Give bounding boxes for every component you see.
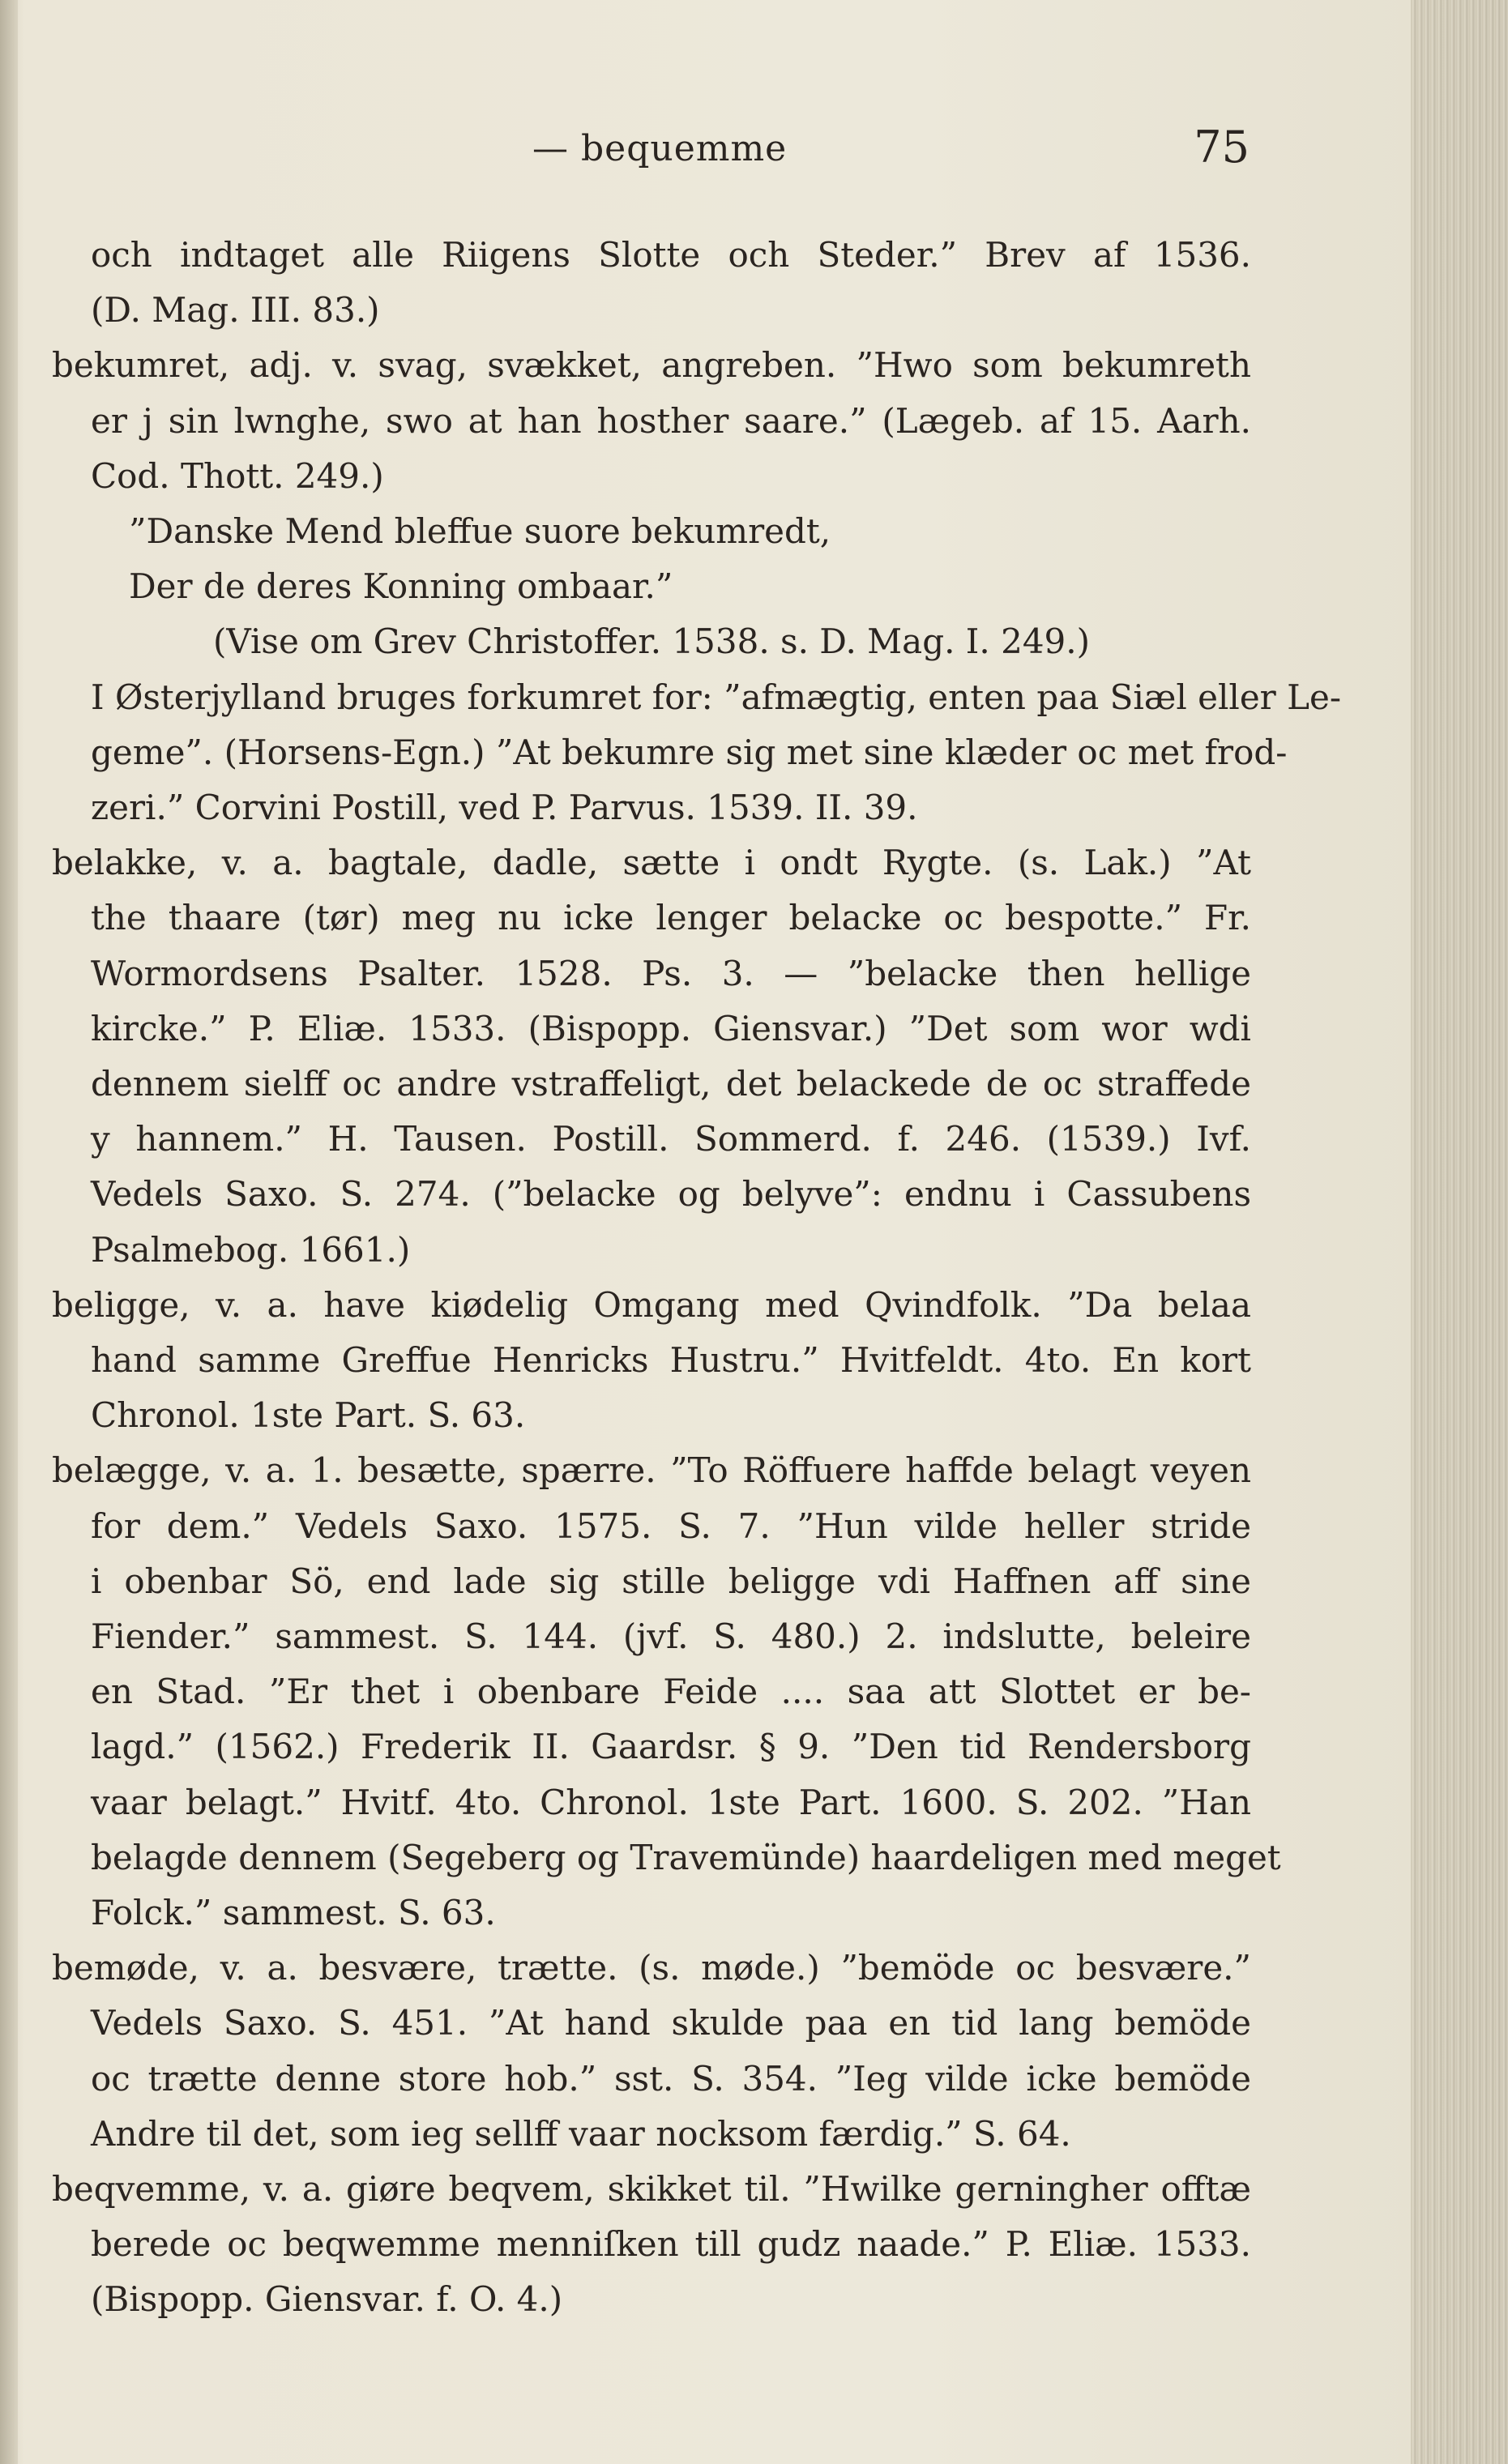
text-line: belakke, v. a. bagtale, dadle, sætte i ondt Rygte. (s. Lak.) ”At [52, 843, 1251, 883]
text-line: Der de deres Konning ombaar.” [129, 566, 673, 607]
text-line: bemøde, v. a. besvære, trætte. (s. møde.) ”bemöde oc besvære.” [52, 1948, 1251, 1988]
text-line: berede oc beqwemme menniſken till gudz naade.” P. Eliæ. 1533. [91, 2224, 1251, 2265]
text-line: (D. Mag. III. 83.) [91, 290, 380, 331]
text-line: the thaare (tør) meg nu icke lenger belacke oc bespotte.” Fr. [91, 898, 1251, 938]
text-line: hand samme Greffue Henricks Hustru.” Hvitfeldt. 4to. En kort [91, 1340, 1251, 1380]
text-line: Fiender.” sammest. S. 144. (jvf. S. 480.) 2. indslutte, beleire [91, 1616, 1251, 1656]
page-gutter [0, 0, 18, 2464]
text-line: (Vise om Grev Christoffer. 1538. s. D. Mag. I. 249.) [212, 621, 1090, 662]
text-line: belagde dennem (Segeberg og Travemünde) haardeligen med meget [91, 1837, 1281, 1877]
running-head: — bequemme [532, 128, 788, 169]
text-line: geme”. (Horsens-Egn.) ”At bekumre sig met sine klæder oc met frod- [91, 732, 1288, 772]
text-line: oc trætte denne store hob.” sst. S. 354. ”Ieg vilde icke bemöde [91, 2058, 1251, 2099]
text-line: vaar belagt.” Hvitf. 4to. Chronol. 1ste Part. 1600. S. 202. ”Han [91, 1782, 1251, 1822]
text-line: Psalmebog. 1661.) [91, 1229, 411, 1270]
text-line: Vedels Saxo. S. 451. ”At hand skulde paa en tid lang bemöde [91, 2003, 1251, 2043]
text-line: Vedels Saxo. S. 274. (”belacke og belyve”: endnu i Cassubens [91, 1174, 1251, 1215]
text-line: Andre til det, som ieg sellff vaar nocksom færdig.” S. 64. [91, 2113, 1071, 2154]
text-line: beligge, v. a. have kiødelig Omgang med Qvindfolk. ”Da belaa [52, 1284, 1251, 1325]
text-line: Chronol. 1ste Part. S. 63. [91, 1395, 526, 1436]
text-line: bekumret, adj. v. svag, svækket, angreben. ”Hwo som bekumreth [52, 345, 1251, 386]
text-line: i obenbar Sö, end lade sig stille beligge vdi Haffnen aff sine [91, 1561, 1251, 1601]
text-line: ”Danske Mend bleffue suore bekumredt, [129, 511, 831, 551]
page-edge [1411, 0, 1508, 2464]
text-line: en Stad. ”Er thet i obenbare Feide .... saa att Slottet er be- [91, 1672, 1251, 1712]
text-line: Wormordsens Psalter. 1528. Ps. 3. — ”belacke then hellige [91, 953, 1251, 993]
text-line: belægge, v. a. 1. besætte, spærre. ”To Röffuere haffde belagt veyen [52, 1450, 1251, 1491]
text-line: zeri.” Corvini Postill, ved P. Parvus. 1539. II. 39. [91, 788, 918, 827]
text-line: Cod. Thott. 249.) [91, 455, 384, 496]
text-line: lagd.” (1562.) Frederik II. Gaardsr. § 9. ”Den tid Rendersborg [91, 1727, 1251, 1767]
text-line: kircke.” P. Eliæ. 1533. (Bispopp. Giensvar.) ”Det som wor wdi [91, 1008, 1251, 1048]
text-line: beqvemme, v. a. giøre beqvem, skikket til. ”Hwilke gerningher offtæ [52, 2169, 1251, 2209]
text-line: dennem sielff oc andre vstraffeligt, det belackede de oc straffede [91, 1064, 1251, 1104]
text-line: och indtaget alle Riigens Slotte och Steder.” Brev af 1536. [91, 235, 1251, 275]
text-line: (Bispopp. Giensvar. f. O. 4.) [91, 2279, 563, 2320]
text-line: for dem.” Vedels Saxo. 1575. S. 7. ”Hun vilde heller stride [91, 1505, 1251, 1546]
page-header [91, 122, 1250, 186]
text-line: er j sin lwnghe, swo at han hosther saare.” (Lægeb. af 15. Aarh. [91, 400, 1251, 441]
page-number: 75 [1194, 122, 1250, 173]
text-line: y hannem.” H. Tausen. Postill. Sommerd. f. 246. (1539.) Ivf. [91, 1119, 1251, 1159]
text-line: I Østerjylland bruges forkumret for: ”afmægtig, enten paa Siæl eller Le- [91, 677, 1342, 717]
text-line: Folck.” sammest. S. 63. [91, 1893, 496, 1932]
